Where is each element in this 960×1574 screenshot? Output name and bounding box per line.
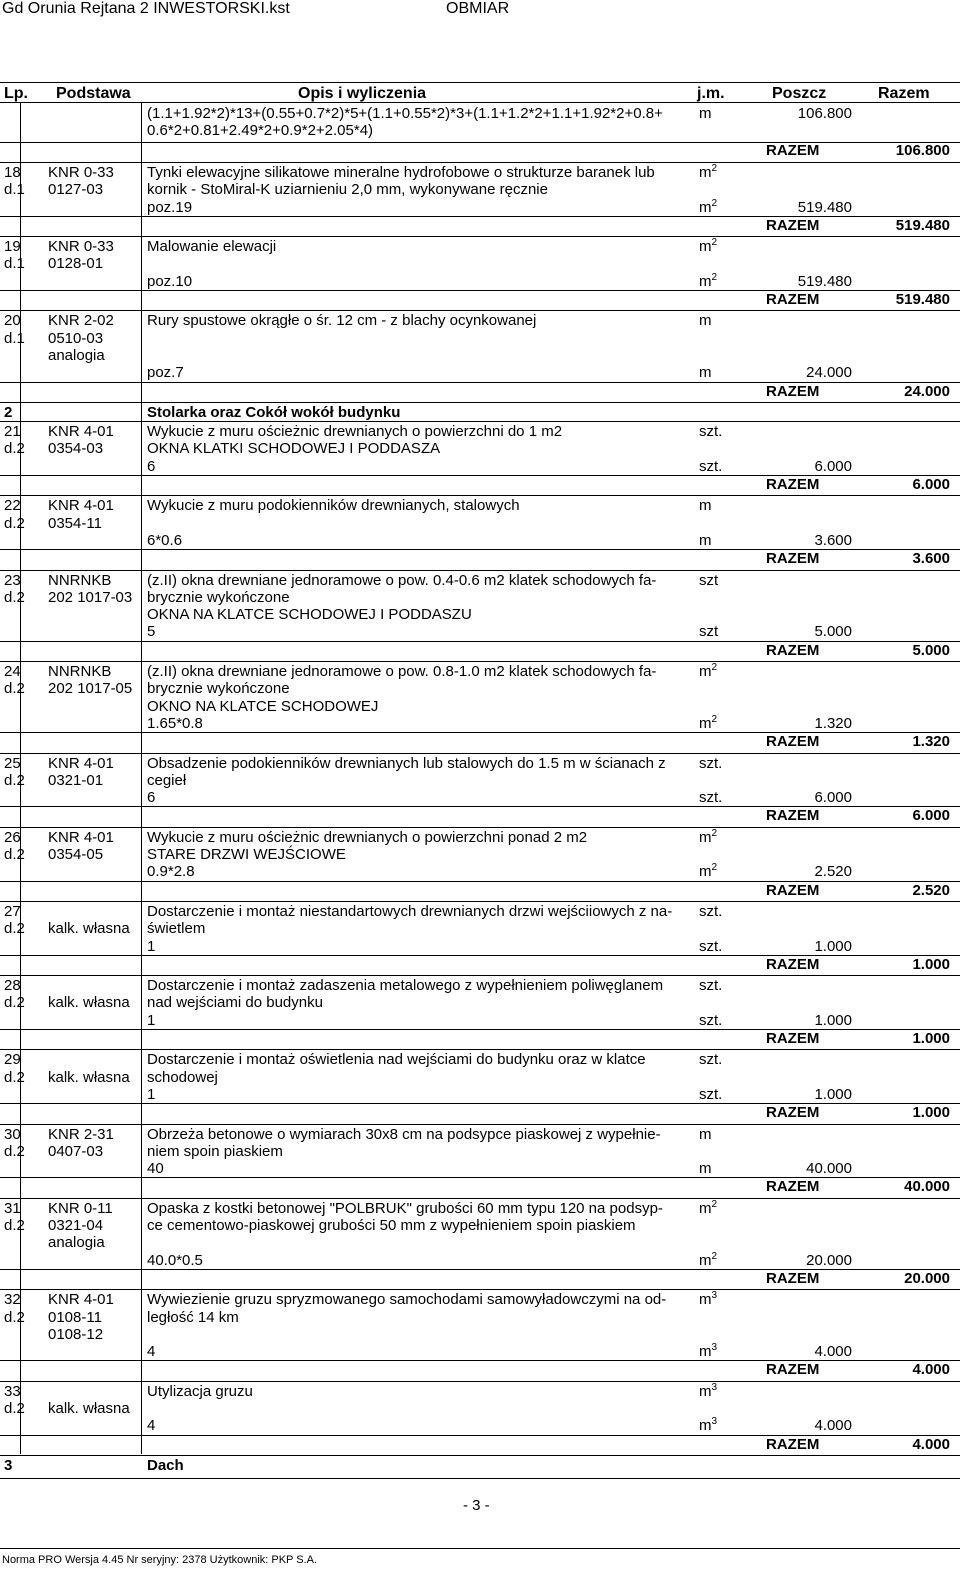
description-line: Dostarczenie i montaż zadaszenia metalowego z wypełnieniem poliwęglanem bbox=[147, 977, 664, 995]
item-basis: KNR 2-02 bbox=[48, 312, 114, 330]
item-basis: 0321-01 bbox=[48, 771, 104, 789]
razem-label: RAZEM bbox=[766, 733, 820, 751]
calc-expression: 40.0*0.5 bbox=[147, 1251, 203, 1269]
description-line: brycznie wykończone bbox=[147, 680, 290, 698]
header-razem: Razem bbox=[878, 85, 930, 102]
calc-unit: $m^3$ bbox=[699, 1416, 718, 1435]
item-lp-sub: d.2 bbox=[4, 514, 25, 532]
header-poszcz: Poszcz bbox=[772, 85, 827, 102]
partial-value: 6.000 bbox=[814, 457, 852, 475]
razem-label: RAZEM bbox=[766, 476, 820, 493]
razem-label: RAZEM bbox=[766, 955, 820, 973]
razem-value: 6.000 bbox=[912, 476, 950, 493]
item-basis: KNR 2-31 bbox=[48, 1125, 114, 1143]
item-rule bbox=[0, 753, 960, 754]
item-rule bbox=[0, 495, 960, 496]
description-line: OKNA NA KLATCE SCHODOWEJ I PODDASZU bbox=[147, 606, 472, 624]
razem-label: RAZEM bbox=[766, 1269, 820, 1287]
description-line: brycznie wykończone bbox=[147, 588, 290, 606]
item-rule bbox=[0, 827, 960, 828]
header-top-rule bbox=[0, 82, 960, 83]
item-basis: kalk. własna bbox=[48, 920, 130, 938]
razem-label: RAZEM bbox=[766, 807, 820, 825]
item-lp-sub: d.2 bbox=[4, 1217, 25, 1234]
item-lp: 27 bbox=[4, 902, 21, 920]
item-rule bbox=[0, 570, 960, 571]
item-lp-sub: d.2 bbox=[4, 440, 25, 458]
calc-expression: 6*0.6 bbox=[147, 531, 183, 549]
item-rule bbox=[0, 975, 960, 976]
header-podstawa: Podstawa bbox=[56, 85, 131, 102]
item-rule bbox=[0, 1289, 960, 1290]
razem-value: 40.000 bbox=[904, 1178, 950, 1196]
description-line: Tynki elewacyjne silikatowe mineralne hydrofobowe o strukturze baranek lub bbox=[147, 163, 655, 181]
unit: $m^2$ bbox=[699, 827, 718, 846]
description-line: Wywiezienie gruzu spryzmowanego samochodami samowyładowczymi na od- bbox=[147, 1291, 667, 1309]
description-line: nad wejściami do budynku bbox=[147, 994, 323, 1012]
razem-label: RAZEM bbox=[766, 1435, 820, 1453]
razem-label: RAZEM bbox=[766, 1030, 820, 1047]
item-basis: KNR 4-01 bbox=[48, 828, 114, 846]
item-rule bbox=[0, 1124, 960, 1125]
header-lp: Lp. bbox=[4, 85, 28, 102]
calc-unit: $m^2$ bbox=[699, 271, 718, 290]
item-lp-sub: d.2 bbox=[4, 1400, 25, 1417]
unit: $m^3$ bbox=[699, 1381, 718, 1400]
calc-unit: szt. bbox=[699, 937, 723, 955]
calc-expression: 1.65*0.8 bbox=[147, 714, 203, 732]
description-line: Utylizacja gruzu bbox=[147, 1382, 253, 1400]
item-basis: 202 1017-03 bbox=[48, 588, 133, 606]
razem-label: RAZEM bbox=[766, 1104, 820, 1122]
item-lp: 28 bbox=[4, 977, 21, 995]
razem-label: RAZEM bbox=[766, 382, 820, 400]
razem-value: 519.480 bbox=[895, 291, 950, 308]
section-title: Dach bbox=[147, 1456, 184, 1474]
unit: m bbox=[699, 497, 712, 515]
item-rule bbox=[0, 1049, 960, 1050]
unit: szt bbox=[699, 571, 719, 589]
item-basis: kalk. własna bbox=[48, 1068, 130, 1086]
partial-value: 3.600 bbox=[814, 531, 852, 549]
calc-unit: $m^2$ bbox=[699, 713, 718, 732]
description-line: Dostarczenie i montaż oświetlenia nad wejściami do budynku oraz w klatce bbox=[147, 1051, 646, 1069]
description-line: STARE DRZWI WEJŚCIOWE bbox=[147, 846, 346, 863]
item-basis: 0108-11 bbox=[48, 1308, 102, 1326]
razem-label: RAZEM bbox=[766, 641, 820, 659]
calc-expression: 6 bbox=[147, 789, 156, 807]
calc-unit: $m^2$ bbox=[699, 197, 718, 216]
section-title: Stolarka oraz Cokół wokół budynku bbox=[147, 403, 401, 421]
item-basis: 0127-03 bbox=[48, 181, 104, 199]
item-basis: KNR 4-01 bbox=[48, 754, 114, 772]
description-line: Opaska z kostki betonowej "POLBRUK" grubości 60 mm typu 120 na podsyp- bbox=[147, 1199, 663, 1217]
calc-unit: $m^3$ bbox=[699, 1342, 718, 1361]
item-basis: kalk. własna bbox=[48, 1400, 130, 1417]
item-rule bbox=[0, 901, 960, 902]
description-line: (z.II) okna drewniane jednoramowe o pow. 0.4-0.6 m2 klatek schodowych fa- bbox=[147, 571, 657, 589]
header-opis: Opis i wyliczenia bbox=[298, 85, 427, 102]
unit: $m^3$ bbox=[699, 1290, 718, 1309]
item-lp-sub: d.1 bbox=[4, 329, 25, 347]
unit: m bbox=[699, 312, 712, 330]
item-basis: 0354-11 bbox=[48, 514, 102, 532]
item-lp: 19 bbox=[4, 238, 21, 256]
unit: szt. bbox=[699, 902, 723, 920]
calc-expression: 6 bbox=[147, 457, 156, 475]
calc-unit: $m^2$ bbox=[699, 862, 718, 881]
calc-unit: m bbox=[699, 531, 712, 549]
description-line: Rury spustowe okrągłe o śr. 12 cm - z blachy ocynkowanej bbox=[147, 312, 537, 330]
item-rule bbox=[0, 162, 960, 163]
razem-label: RAZEM bbox=[766, 550, 820, 568]
item-lp: 33 bbox=[4, 1382, 21, 1400]
description-line: OKNA KLATKI SCHODOWEJ I PODDASZA bbox=[147, 440, 441, 458]
calc-unit: szt. bbox=[699, 457, 723, 475]
document-filename: Gd Orunia Rejtana 2 INWESTORSKI.kst bbox=[2, 0, 290, 17]
calc-unit: szt. bbox=[699, 789, 723, 807]
item-lp-sub: d.2 bbox=[4, 846, 25, 863]
item-lp-sub: d.2 bbox=[4, 994, 25, 1012]
razem-value: 1.000 bbox=[912, 1104, 950, 1122]
partial-value: 4.000 bbox=[814, 1343, 852, 1361]
calc-expression: 4 bbox=[147, 1343, 156, 1361]
calc-expression: 4 bbox=[147, 1417, 156, 1435]
item-rule bbox=[0, 1198, 960, 1199]
unit: $m^2$ bbox=[699, 662, 718, 680]
calc-unit: $m^2$ bbox=[699, 1250, 718, 1269]
item-basis: KNR 0-11 bbox=[48, 1199, 113, 1217]
header-bottom-rule bbox=[0, 102, 960, 103]
unit: szt. bbox=[699, 423, 723, 441]
partial-value: 2.520 bbox=[814, 863, 852, 881]
razem-label: RAZEM bbox=[766, 141, 820, 159]
item-rule bbox=[0, 421, 960, 422]
description-line: cegieł bbox=[147, 771, 187, 789]
item-lp-sub: d.2 bbox=[4, 771, 25, 789]
razem-value: 4.000 bbox=[912, 1435, 950, 1453]
table-end-rule bbox=[0, 1478, 960, 1479]
partial-value: 6.000 bbox=[814, 789, 852, 807]
item-lp-sub: d.2 bbox=[4, 680, 25, 698]
description-line: kornik - StoMiral-K uziarnieniu 2,0 mm, wykonywane ręcznie bbox=[147, 181, 548, 199]
description-line: Malowanie elewacji bbox=[147, 238, 277, 256]
calc-expression: 1 bbox=[147, 937, 156, 955]
description-line: 0.6*2+0.81+2.49*2+0.9*2+2.05*4) bbox=[147, 122, 374, 140]
item-lp: 25 bbox=[4, 754, 21, 772]
item-basis: NNRNKB bbox=[48, 571, 112, 589]
partial-value: 24.000 bbox=[806, 364, 852, 382]
item-basis: 0321-04 bbox=[48, 1217, 104, 1234]
page-number: - 3 - bbox=[463, 1497, 490, 1514]
description-line: OKNO NA KLATCE SCHODOWEJ bbox=[147, 697, 379, 715]
item-rule bbox=[0, 310, 960, 311]
calc-expression: 0.9*2.8 bbox=[147, 863, 195, 881]
razem-value: 1.320 bbox=[912, 733, 950, 751]
partial-value: 1.000 bbox=[814, 1011, 852, 1029]
item-basis: 0407-03 bbox=[48, 1142, 104, 1160]
description-line: schodowej bbox=[147, 1068, 218, 1086]
item-basis: NNRNKB bbox=[48, 663, 112, 680]
item-lp-sub: d.2 bbox=[4, 588, 25, 606]
razem-label: RAZEM bbox=[766, 1178, 820, 1196]
calc-expression: 1 bbox=[147, 1011, 156, 1029]
razem-value: 20.000 bbox=[904, 1269, 950, 1287]
description-line: Obrzeża betonowe o wymiarach 30x8 cm na podsypce piaskowej z wypełnie- bbox=[147, 1125, 661, 1143]
unit: szt. bbox=[699, 977, 723, 995]
partial-value: 519.480 bbox=[797, 198, 852, 216]
unit: szt. bbox=[699, 1051, 723, 1069]
item-basis: kalk. własna bbox=[48, 994, 130, 1012]
calc-unit: szt. bbox=[699, 1011, 723, 1029]
description-line: ce cementowo-piaskowej grubości 50 mm z wypełnieniem spoin piaskiem bbox=[147, 1217, 636, 1234]
razem-value: 1.000 bbox=[912, 1030, 950, 1047]
razem-label: RAZEM bbox=[766, 216, 820, 234]
description-line: świetlem bbox=[147, 920, 206, 938]
item-lp: 23 bbox=[4, 571, 21, 589]
razem-value: 1.000 bbox=[912, 955, 950, 973]
partial-value: 20.000 bbox=[806, 1251, 852, 1269]
item-basis: 0128-01 bbox=[48, 255, 104, 273]
description-line: Dostarczenie i montaż niestandartowych drewnianych drzwi wejściiowych z na- bbox=[147, 902, 673, 920]
item-lp: 21 bbox=[4, 423, 21, 441]
razem-value: 2.520 bbox=[912, 881, 950, 899]
unit: m bbox=[699, 105, 712, 122]
item-lp-sub: d.2 bbox=[4, 1308, 25, 1326]
item-lp-sub: d.2 bbox=[4, 1068, 25, 1086]
razem-label: RAZEM bbox=[766, 1361, 820, 1379]
unit: $m^2$ bbox=[699, 162, 718, 181]
razem-value: 5.000 bbox=[912, 641, 950, 659]
description-line: Wykucie z muru ościeżnic drewnianych o powierzchni do 1 m2 bbox=[147, 423, 563, 441]
item-rule bbox=[0, 661, 960, 662]
footer-rule bbox=[0, 1548, 960, 1549]
item-lp: 18 bbox=[4, 163, 21, 181]
calc-expression: 5 bbox=[147, 623, 156, 641]
partial-value: 1.000 bbox=[814, 1085, 852, 1103]
description-line: Obsadzenie podokienników drewnianych lub stalowych do 1.5 m w ścianach z bbox=[147, 754, 666, 772]
item-basis: 0510-03 bbox=[48, 329, 104, 347]
unit: $m^2$ bbox=[699, 237, 718, 256]
item-lp: 29 bbox=[4, 1051, 21, 1069]
calc-expression: 1 bbox=[147, 1085, 156, 1103]
razem-value: 519.480 bbox=[895, 216, 950, 234]
partial-value: 40.000 bbox=[806, 1160, 852, 1178]
razem-value: 24.000 bbox=[904, 382, 950, 400]
window-title-bar bbox=[0, 0, 960, 18]
partial-value: 1.320 bbox=[814, 714, 852, 732]
section-rule bbox=[0, 1455, 960, 1456]
item-basis: analogia bbox=[48, 1234, 105, 1252]
description-line: (z.II) okna drewniane jednoramowe o pow. 0.8-1.0 m2 klatek schodowych fa- bbox=[147, 663, 657, 680]
item-lp: 26 bbox=[4, 828, 21, 846]
item-basis: KNR 4-01 bbox=[48, 497, 114, 515]
partial-value: 5.000 bbox=[814, 623, 852, 641]
item-lp: 20 bbox=[4, 312, 21, 330]
calc-unit: m bbox=[699, 364, 712, 382]
section-rule bbox=[0, 402, 960, 403]
razem-value: 4.000 bbox=[912, 1361, 950, 1379]
item-basis: KNR 0-33 bbox=[48, 163, 114, 181]
header-jm: j.m. bbox=[697, 85, 725, 102]
calc-unit: szt. bbox=[699, 1085, 723, 1103]
item-lp-sub: d.1 bbox=[4, 181, 25, 199]
unit: szt. bbox=[699, 754, 723, 772]
item-rule bbox=[0, 236, 960, 237]
razem-label: RAZEM bbox=[766, 881, 820, 899]
document-section: OBMIAR bbox=[446, 0, 510, 17]
calc-unit: m bbox=[699, 1160, 712, 1178]
razem-value: 6.000 bbox=[912, 807, 950, 825]
item-basis: KNR 4-01 bbox=[48, 423, 114, 441]
item-rule bbox=[0, 1381, 960, 1382]
software-footer: Norma PRO Wersja 4.45 Nr seryjny: 2378 Użytkownik: PKP S.A. bbox=[2, 1554, 318, 1566]
razem-value: 3.600 bbox=[912, 550, 950, 568]
calc-unit: szt bbox=[699, 623, 719, 641]
column-divider-podstawa bbox=[141, 102, 142, 1454]
calc-expression: poz.10 bbox=[147, 272, 193, 290]
description-line: ległość 14 km bbox=[147, 1308, 239, 1326]
description-line: Wykucie z muru podokienników drewnianych, stalowych bbox=[147, 497, 520, 515]
partial-value: 106.800 bbox=[797, 105, 852, 122]
item-basis: analogia bbox=[48, 346, 105, 364]
calc-expression: 40 bbox=[147, 1160, 164, 1178]
description-line: Wykucie z muru ościeżnic drewnianych o powierzchni ponad 2 m2 bbox=[147, 828, 588, 846]
partial-value: 4.000 bbox=[814, 1417, 852, 1435]
section-number: 2 bbox=[4, 403, 13, 421]
item-basis: 0354-05 bbox=[48, 846, 104, 863]
item-basis: 0108-12 bbox=[48, 1325, 104, 1343]
razem-value: 106.800 bbox=[895, 141, 950, 159]
section-number: 3 bbox=[4, 1456, 13, 1474]
item-lp: 31 bbox=[4, 1199, 21, 1217]
item-lp: 32 bbox=[4, 1291, 21, 1309]
partial-value: 1.000 bbox=[814, 937, 852, 955]
unit: $m^2$ bbox=[699, 1198, 718, 1217]
item-lp: 24 bbox=[4, 663, 21, 680]
description-line: (1.1+1.92*2)*13+(0.55+0.7*2)*5+(1.1+0.55*2)*3+(1.1+1.2*2+1.1+1.92*2+0.8+ bbox=[147, 105, 663, 122]
item-basis: KNR 0-33 bbox=[48, 238, 114, 256]
partial-value: 519.480 bbox=[797, 272, 852, 290]
razem-label: RAZEM bbox=[766, 291, 820, 308]
calc-expression: poz.7 bbox=[147, 364, 184, 382]
item-basis: 0354-03 bbox=[48, 440, 104, 458]
unit: m bbox=[699, 1125, 712, 1143]
item-basis: 202 1017-05 bbox=[48, 680, 133, 698]
item-lp-sub: d.1 bbox=[4, 255, 25, 273]
item-lp-sub: d.2 bbox=[4, 920, 25, 938]
item-lp: 22 bbox=[4, 497, 21, 515]
calc-expression: poz.19 bbox=[147, 198, 193, 216]
item-lp: 30 bbox=[4, 1125, 21, 1143]
description-line: niem spoin piaskiem bbox=[147, 1142, 283, 1160]
item-basis: KNR 4-01 bbox=[48, 1291, 114, 1309]
item-lp-sub: d.2 bbox=[4, 1142, 25, 1160]
